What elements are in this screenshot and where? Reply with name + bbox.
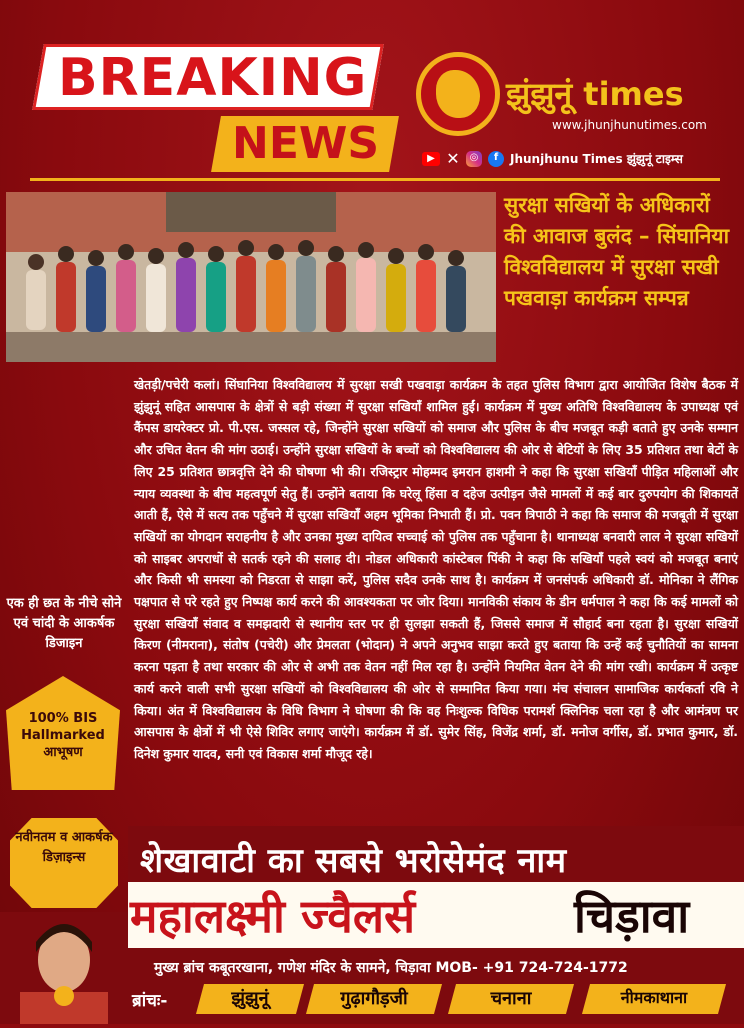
design-badge-text: नवीनतम व आकर्षक डिज़ाइन्स xyxy=(15,830,113,865)
article-headline: सुरक्षा सखियों के अधिकारों की आवाज बुलंद – सिंघानिया विश्वविद्यालय में सुरक्षा सखी पखवाड़ा कार्यक्रम सम्पन्न xyxy=(504,193,730,310)
branch-name: चनाना xyxy=(490,988,532,1009)
group-photo xyxy=(6,192,496,362)
model-image xyxy=(0,912,128,1024)
sidebar-ad-text: एक ही छत के नीचे सोने एवं चांदी के आकर्षक डिजाइन xyxy=(6,596,122,651)
logo-name: झुंझुनूं times xyxy=(506,75,684,113)
branch-name: गुढ़ागौड़जी xyxy=(340,988,408,1009)
youtube-icon[interactable]: ▶ xyxy=(422,152,440,166)
facebook-icon[interactable]: f xyxy=(488,151,504,167)
header-divider xyxy=(30,178,720,181)
article-body: खेतड़ी/पचेरी कलां। सिंघानिया विश्वविद्यालय में सुरक्षा सखी पखवाड़ा कार्यक्रम के तहत पुलिस विभाग द्वारा आयोजित विशेष बैठक में झुंझुनूं सहित आसपास के क्षेत्रों से बड़ी संख्या में सुरक्षा सखियाँ शामिल हुईं। कार्यक्रम में मुख्य अतिथि विश्वविद्यालय के उपाध्यक्ष एवं कैंपस डायरेक्टर प्रो. पी.एस. जस्सल रहे, जिन्होंने सुरक्षा सखियों को समाज और पुलिस के बीच मजबूत कड़ी बताते हुए उनके सम्मान और उचित वेतन की मांग उठाई। उन्होंने सुरक्षा सखियों के बच्चों को विश्वविद्यालय की ओर से बेटियों के लिए 35 प्रतिशत तथा बेटों के लिए 25 प्रतिशत छात्रवृत्ति देने की घोषणा भी की। रजिस्ट्रार मोहम्मद इमरान हाशमी ने कहा कि सुरक्षा सखियाँ पीड़ित महिलाओं और न्याय व्यवस्था के बीच महत्वपूर्ण सेतु हैं। उन्होंने बताया कि घरेलू हिंसा व दहेज उत्पीड़न जैसे मामलों में कई बार दुरुपयोग की शिकायतें आती हैं, ऐसे में सत्य तक पहुँचने में सुरक्षा सखियाँ अहम भूमिका निभाती हैं। प्रो. पवन त्रिपाठी ने कहा कि समाज की मजबूती में सुरक्षा सखियों का योगदान सराहनीय है और उनका मुख्य दायित्व सच्चाई को पुलिस तक पहुँचाना है। थानाध्यक्ष बनवारी लाल ने सुरक्षा सखियों को साइबर अपराधों से सतर्क रहने की सलाह दी। नोडल अधिकारी कांस्टेबल पिंकी ने कहा कि सखियाँ पहले स्वयं को मजबूत बनाएं और किसी भी समस्या को निडरता से साझा करें, पुलिस सदैव उनके साथ है। कार्यक्रम में जनसंपर्क अधिकारी डॉ. मोनिका ने लैंगिक पक्षपात से परे रहते हुए निष्पक्ष कार्य करने की आवश्यकता पर जोर दिया। मानविकी संकाय के डीन धर्मपाल ने कहा कि कई मामलों को सुरक्षा सखियाँ संवाद व समझदारी से स्थानीय स्तर पर ही सुलझा सकती हैं, जिससे समाज में सौहार्द बना रहता है। सुरक्षा सखियों किरण (नीमराना), संतोष (पचेरी) और प्रेमलता (भोदान) ने अपने अनुभव साझा करते हुए बताया कि उन्हें कई चुनौतियों का सामना करना पड़ता है तथा सरकार की ओर से अभी तक वेतन नहीं मिल रहा है। उन्होंने नियमित वेतन देने की मांग रखी। कार्यक्रम में उत्कृष्ट कार्य करने वाली सभी सुरक्षा सखियों को विश्वविद्यालय की ओर से सम्मानित किया गया। मंच संचालन सामाजिक कार्यकर्ता रवि ने किया। अंत में विश्वविद्यालय के विधि विभाग ने घोषणा की कि वह निःशुल्क विधिक परामर्श क्लिनिक चला रहा है और आमंत्रण पर आसपास के क्षेत्रों में भी ऐसे शिविर लगाए जाएंगे। कार्यक्रम में डॉ. सुमेर सिंह, विजेंद्र शर्मा, डॉ. मनोज वर्गीस, डॉ. प्रभात कुमार, डॉ. दिनेश कुमार यादव, सनी एवं विकास शर्मा मौजूद रहे। xyxy=(134,377,739,761)
ad-city: चिड़ावा xyxy=(574,889,690,943)
hallmark-badge-text xyxy=(6,710,120,761)
logo-url[interactable]: www.jhunjhunutimes.com xyxy=(552,118,707,132)
instagram-icon[interactable]: ◎ xyxy=(466,151,482,167)
branch-name: झुंझुनूं xyxy=(231,988,269,1009)
social-row xyxy=(422,150,683,167)
ad-tagline: शेखावाटी का सबसे भरोसेमंद नाम xyxy=(140,841,567,881)
branch-label: ब्रांचः- xyxy=(132,991,168,1011)
x-icon[interactable]: ✕ xyxy=(446,148,460,168)
badge-line: Hallmarked xyxy=(21,728,105,743)
badge-line: 100% BIS xyxy=(28,711,98,726)
branch-name: नीमकाथाना xyxy=(620,988,688,1007)
social-label: Jhunjhunu Times झुंझुनूं टाइम्स xyxy=(510,152,683,166)
breaking-label: BREAKING xyxy=(58,48,368,108)
ad-brand: महालक्ष्मी ज्वैलर्स xyxy=(130,889,416,943)
ad-address: मुख्य ब्रांच कबूतरखाना, गणेश मंदिर के सामने, चिड़ावा MOB- +91 724-724-1772 xyxy=(154,960,628,976)
badge-line: आभूषण xyxy=(43,745,83,760)
news-label: NEWS xyxy=(232,118,380,169)
